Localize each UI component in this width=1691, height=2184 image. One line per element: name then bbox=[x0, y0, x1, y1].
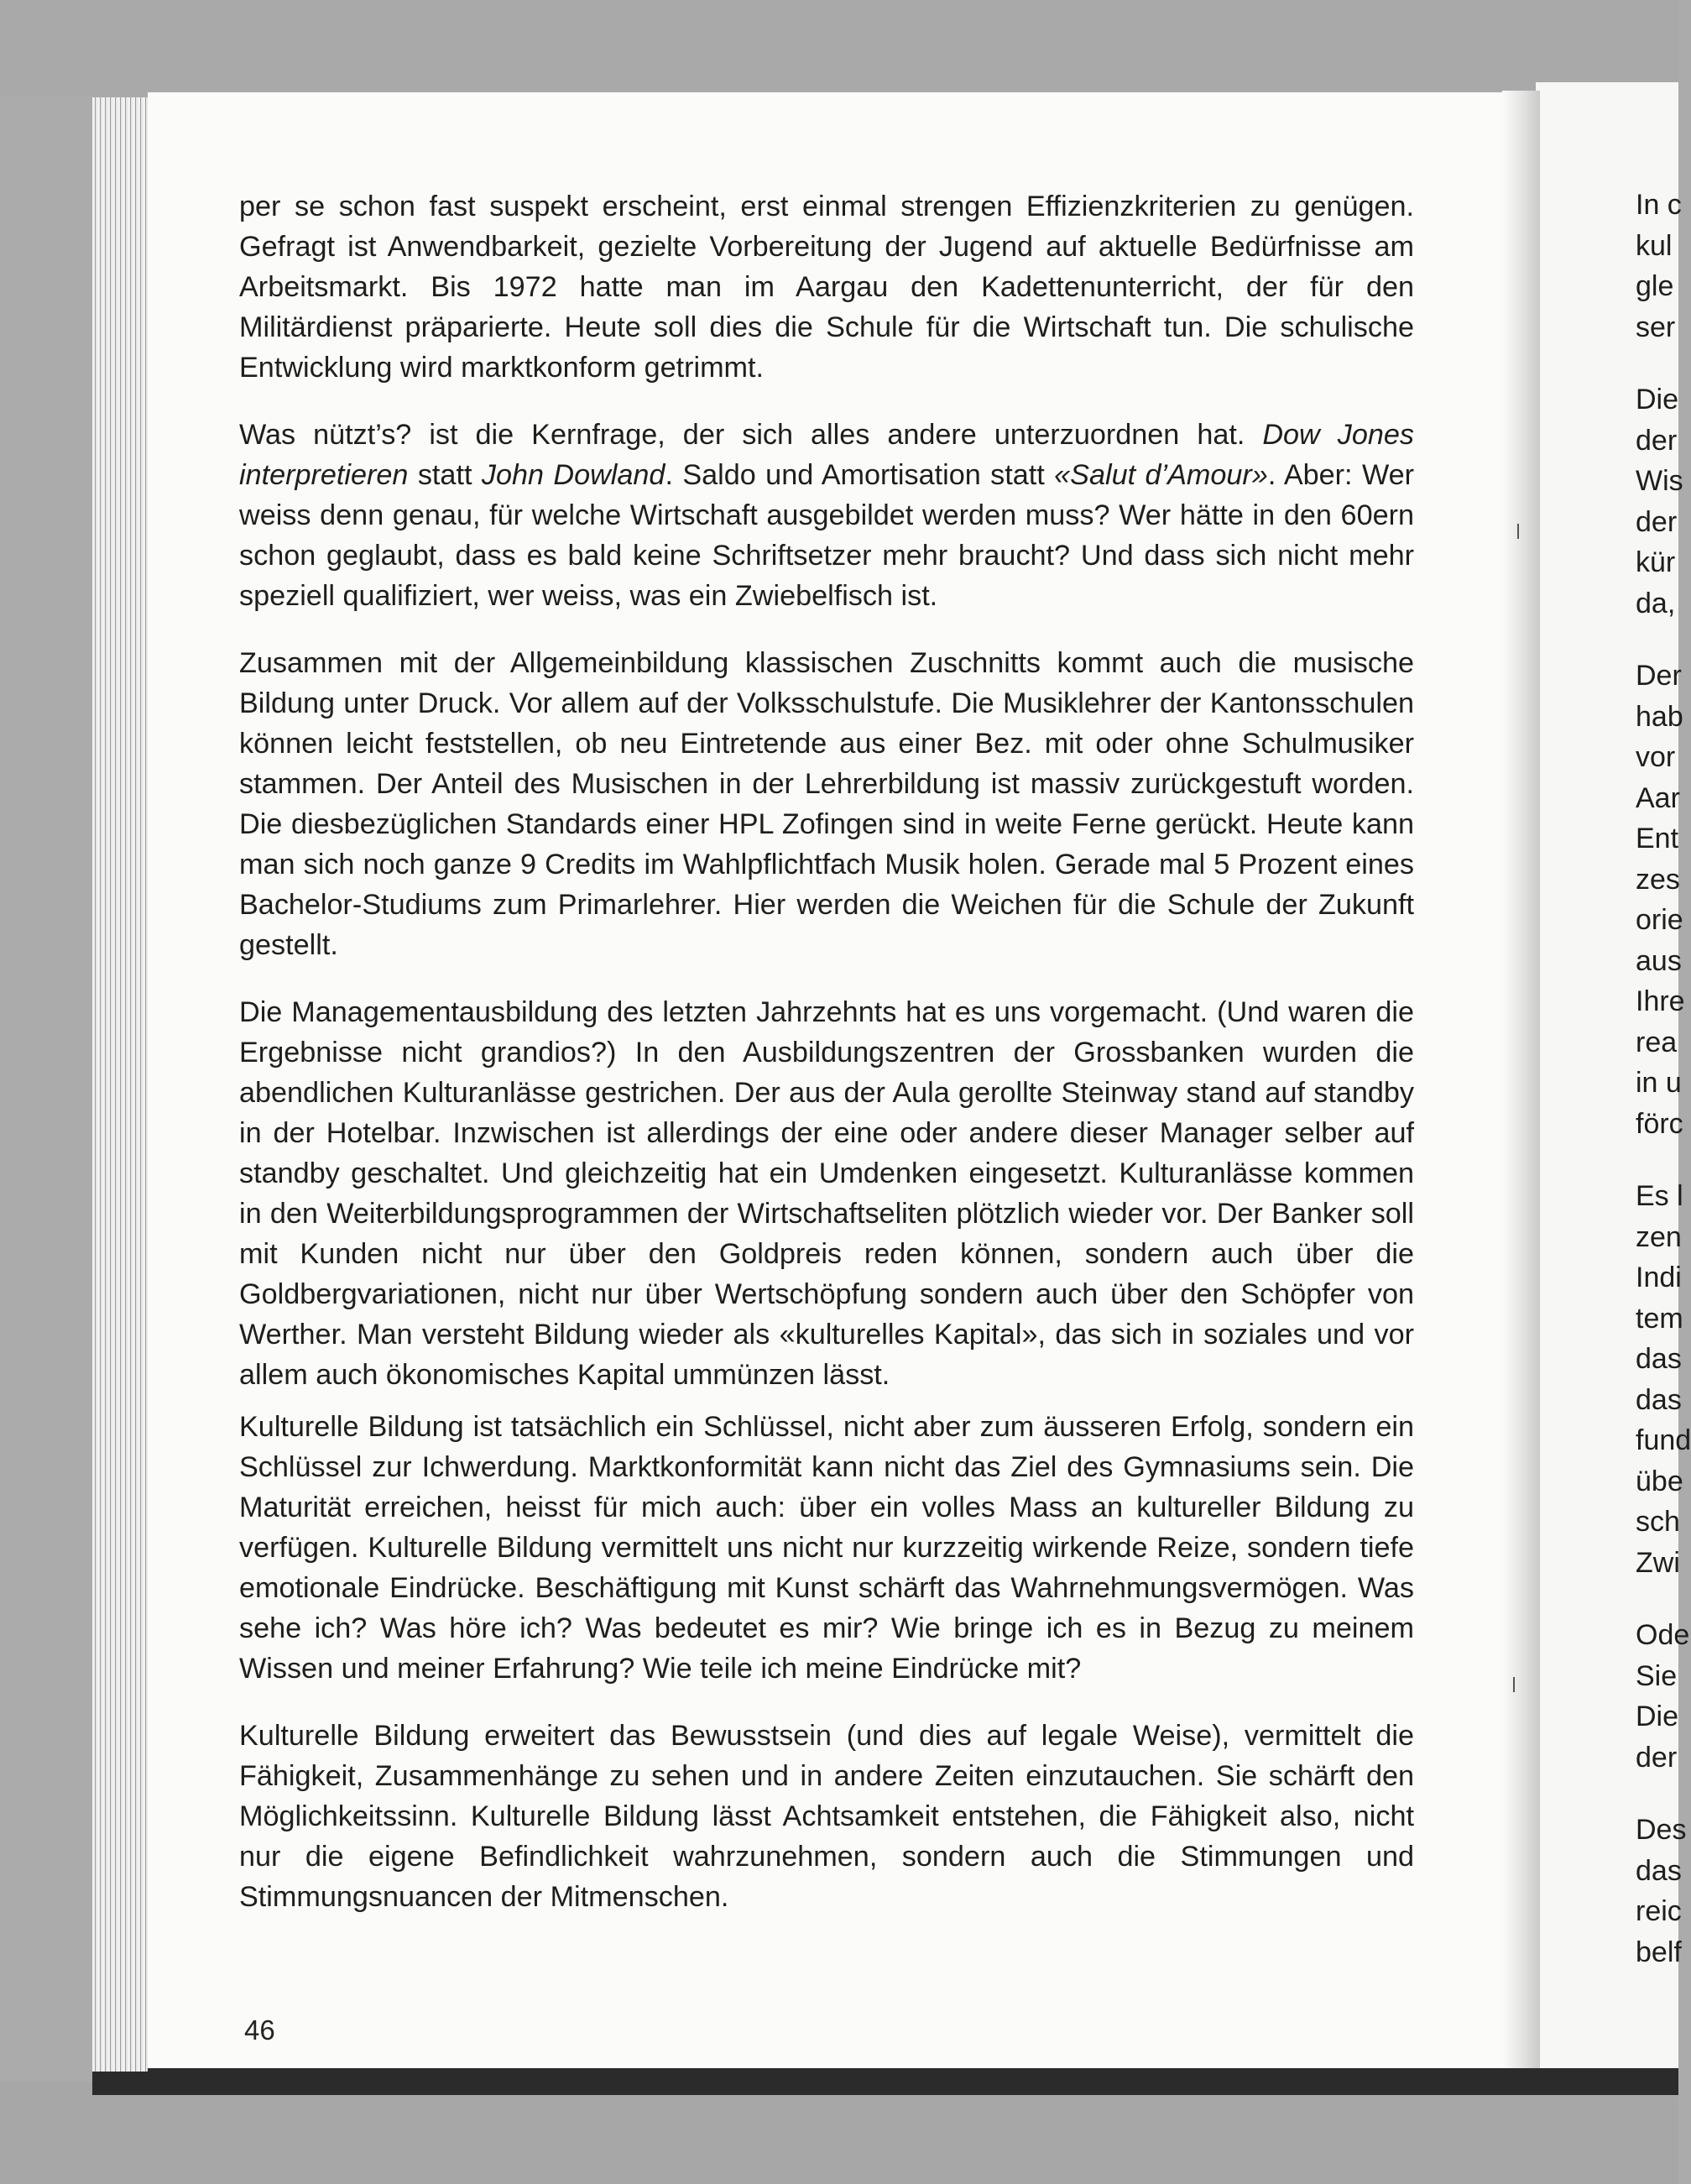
right-fragment: Die bbox=[1636, 384, 1679, 415]
paragraph-4: Die Managementausbildung des letzten Jahrzehnts hat es uns vorgemacht. (Und waren die Ergebnisse nicht grandios?) In den Ausbildungszentren der Grossbanken wurden die abendlichen Kulturanlässe gestrichen. Der aus der Aula gerollte Steinway stand auf standby in der Hotelbar. Inzwischen ist allerdings der eine oder andere dieser Manager selber auf standby geschaltet. Und gleichzeitig hat ein Umdenken eingesetzt. Kulturanlässe kommen in den Weiterbildungsprogrammen der Wirtschaftseliten plötzlich wieder vor. Der Banker soll mit Kunden nicht nur über den Goldpreis reden können, sondern auch über die Goldbergvariationen, nicht nur über Wertschöpfung sondern auch über den Schöpfer von Werther. Man versteht Bildung wieder als «kulturelles Kapital», das sich in soziales und vor allem auch ökonomisches Kapital ummünzen lässt. bbox=[239, 996, 1414, 1391]
right-paragraph-gap bbox=[1636, 347, 1686, 379]
paragraph-2-text-g: . Aber: Wer weiss denn genau, für welche Wirtschaft ausgebildet werden muss? Wer hätte in den 60ern schon geglaubt, dass es bald keine Schriftsetzer mehr braucht? Und dass sich nicht mehr speziell qualifiziert, wer weiss, was ein Zwiebelfisch ist. bbox=[239, 459, 1414, 612]
right-fragment: ser bbox=[1636, 311, 1676, 343]
right-fragment: Indi bbox=[1636, 1262, 1682, 1293]
right-fragment: Des bbox=[1636, 1814, 1687, 1846]
right-fragment: übe bbox=[1636, 1465, 1683, 1497]
right-fragment: reic bbox=[1636, 1895, 1682, 1927]
right-fragment: kul bbox=[1636, 229, 1673, 262]
paragraph-2 bbox=[239, 415, 1414, 616]
right-fragment: kür bbox=[1636, 546, 1676, 578]
right-paragraph-gap bbox=[1636, 1144, 1686, 1176]
right-fragment: Der bbox=[1636, 660, 1682, 692]
scan-background-top bbox=[0, 0, 1678, 97]
right-paragraph-gap bbox=[1636, 624, 1686, 656]
scan-background-bottom bbox=[0, 2082, 1678, 2184]
right-fragment: der bbox=[1636, 1741, 1678, 1774]
right-fragment: rea bbox=[1636, 1026, 1678, 1058]
paragraph-2-text-e: . Saldo und Amortisation statt bbox=[665, 459, 1055, 491]
right-fragment: sch bbox=[1636, 1506, 1680, 1538]
right-fragment: aus bbox=[1636, 944, 1682, 977]
right-fragment: vor bbox=[1636, 741, 1676, 773]
book-bottom-shadow bbox=[92, 2066, 1678, 2095]
right-fragment: In c bbox=[1636, 189, 1682, 221]
right-fragment: förc bbox=[1636, 1107, 1683, 1140]
right-fragment: das bbox=[1636, 1383, 1682, 1416]
right-fragment: gle bbox=[1636, 270, 1674, 302]
right-fragment: orie bbox=[1636, 904, 1683, 936]
right-fragment: der bbox=[1636, 505, 1678, 538]
right-fragment: Ode bbox=[1636, 1619, 1690, 1651]
paragraph-5: Kulturelle Bildung ist tatsächlich ein Schlüssel, nicht aber zum äusseren Erfolg, sondern ein Schlüssel zur Ichwerdung. Marktkonformität kann nicht das Ziel des Gymnasiums sein. Die Maturität erreichen, heisst für mich auch: über ein volles Mass an kultureller Bildung zu verfügen. Kulturelle Bildung vermittelt uns nicht nur kurzzeitig wirkende Reize, sondern tiefe emotionale Eindrücke. Beschäftigung mit Kunst schärft das Wahrnehmungsvermögen. Was sehe ich? Was höre ich? Was bedeutet es mir? Wie bringe ich es in Bezug zu meinem Wissen und meiner Erfahrung? Wie teile ich meine Eindrücke mit? bbox=[239, 1411, 1414, 1685]
right-paragraph-gap bbox=[1636, 1778, 1686, 1810]
paragraph-2-italic-john-dowland: John Dowland bbox=[481, 459, 665, 491]
right-fragment: Sie bbox=[1636, 1659, 1678, 1692]
right-fragment: da, bbox=[1636, 587, 1676, 619]
page-number: 46 bbox=[244, 2014, 275, 2046]
right-fragment: das bbox=[1636, 1854, 1682, 1887]
right-fragment: Aar bbox=[1636, 781, 1680, 814]
right-fragment: belf bbox=[1636, 1936, 1682, 1968]
right-fragment: das bbox=[1636, 1343, 1682, 1375]
paragraph-2-text-a: Was nützt’s? ist die Kernfrage, der sich alles andere unterzuordnen hat. bbox=[239, 419, 1263, 451]
scan-mark bbox=[1513, 1677, 1515, 1692]
right-fragment: in u bbox=[1636, 1067, 1682, 1099]
right-fragment: Ihre bbox=[1636, 985, 1685, 1017]
right-fragment: der bbox=[1636, 424, 1678, 457]
right-fragment: Zwi bbox=[1636, 1546, 1680, 1579]
right-fragment: Ent bbox=[1636, 823, 1679, 854]
paragraph-2-italic-dow-jones: Dow Jones interpretieren bbox=[239, 419, 1414, 491]
paragraph-6: Kulturelle Bildung erweitert das Bewusstsein (und dies auf legale Weise), vermittelt die Fähigkeit, Zusammenhänge zu sehen und in andere Zeiten einzutauchen. Sie schärft den Möglichkeitssinn. Kulturelle Bildung lässt Achtsamkeit entstehen, die Fähigkeit also, nicht nur die eigene Befindlichkeit wahrzunehmen, sondern auch die Stimmungen und Stimmungsnuancen der Mitmenschen. bbox=[239, 1720, 1414, 1913]
right-fragment: fund bbox=[1636, 1424, 1691, 1456]
right-paragraph-gap bbox=[1636, 1583, 1686, 1615]
book-gutter bbox=[1502, 91, 1540, 2068]
right-fragment: zes bbox=[1636, 863, 1680, 896]
paragraph-1: per se schon fast suspekt erscheint, erst einmal strengen Effizienzkriterien zu genügen. Gefragt ist Anwendbarkeit, gezielte Vorbereitung der Jugend auf aktuelle Bedürfnisse am Arbeitsmarkt. Bis 1972 hatte man im Aargau den Kadettenunterricht, der für den Militärdienst präparierte. Heute soll dies die Schule für die Wirtschaft tun. Die schulische Entwicklung wird marktkonform getrimmt. bbox=[239, 191, 1414, 384]
right-fragment: zen bbox=[1636, 1220, 1682, 1253]
left-page-body-text bbox=[239, 186, 1414, 1917]
right-fragment: Es l bbox=[1636, 1180, 1683, 1212]
paragraph-3: Zusammen mit der Allgemeinbildung klassischen Zuschnitts kommt auch die musische Bildung unter Druck. Vor allem auf der Volksschulstufe. Die Musiklehrer der Kantonsschulen können leicht feststellen, ob neu Eintretende aus einer Bez. mit oder ohne Schulmusiker stammen. Der Anteil des Musischen in der Lehrerbildung ist massiv zurückgestuft worden. Die diesbezüglichen Standards einer HPL Zofingen sind in weite Ferne gerückt. Heute kann man sich noch ganze 9 Credits im Wahlpflichtfach Musik holen. Gerade mal 5 Prozent eines Bachelor-Studiums zum Primarlehrer. Hier werden die Weichen für die Schule der Zukunft gestellt. bbox=[239, 647, 1414, 961]
scan-mark bbox=[1517, 524, 1519, 539]
paragraph-2-text-c: statt bbox=[408, 459, 482, 491]
right-fragment: Die bbox=[1636, 1701, 1679, 1732]
right-page-text-fragments bbox=[1636, 185, 1691, 1972]
page-edges bbox=[92, 97, 148, 2072]
right-fragment: hab bbox=[1636, 700, 1683, 733]
right-fragment: Wis bbox=[1636, 465, 1683, 497]
right-fragment: tem bbox=[1636, 1302, 1683, 1335]
paragraph-2-italic-salut-damour: «Salut d’Amour» bbox=[1054, 459, 1268, 491]
